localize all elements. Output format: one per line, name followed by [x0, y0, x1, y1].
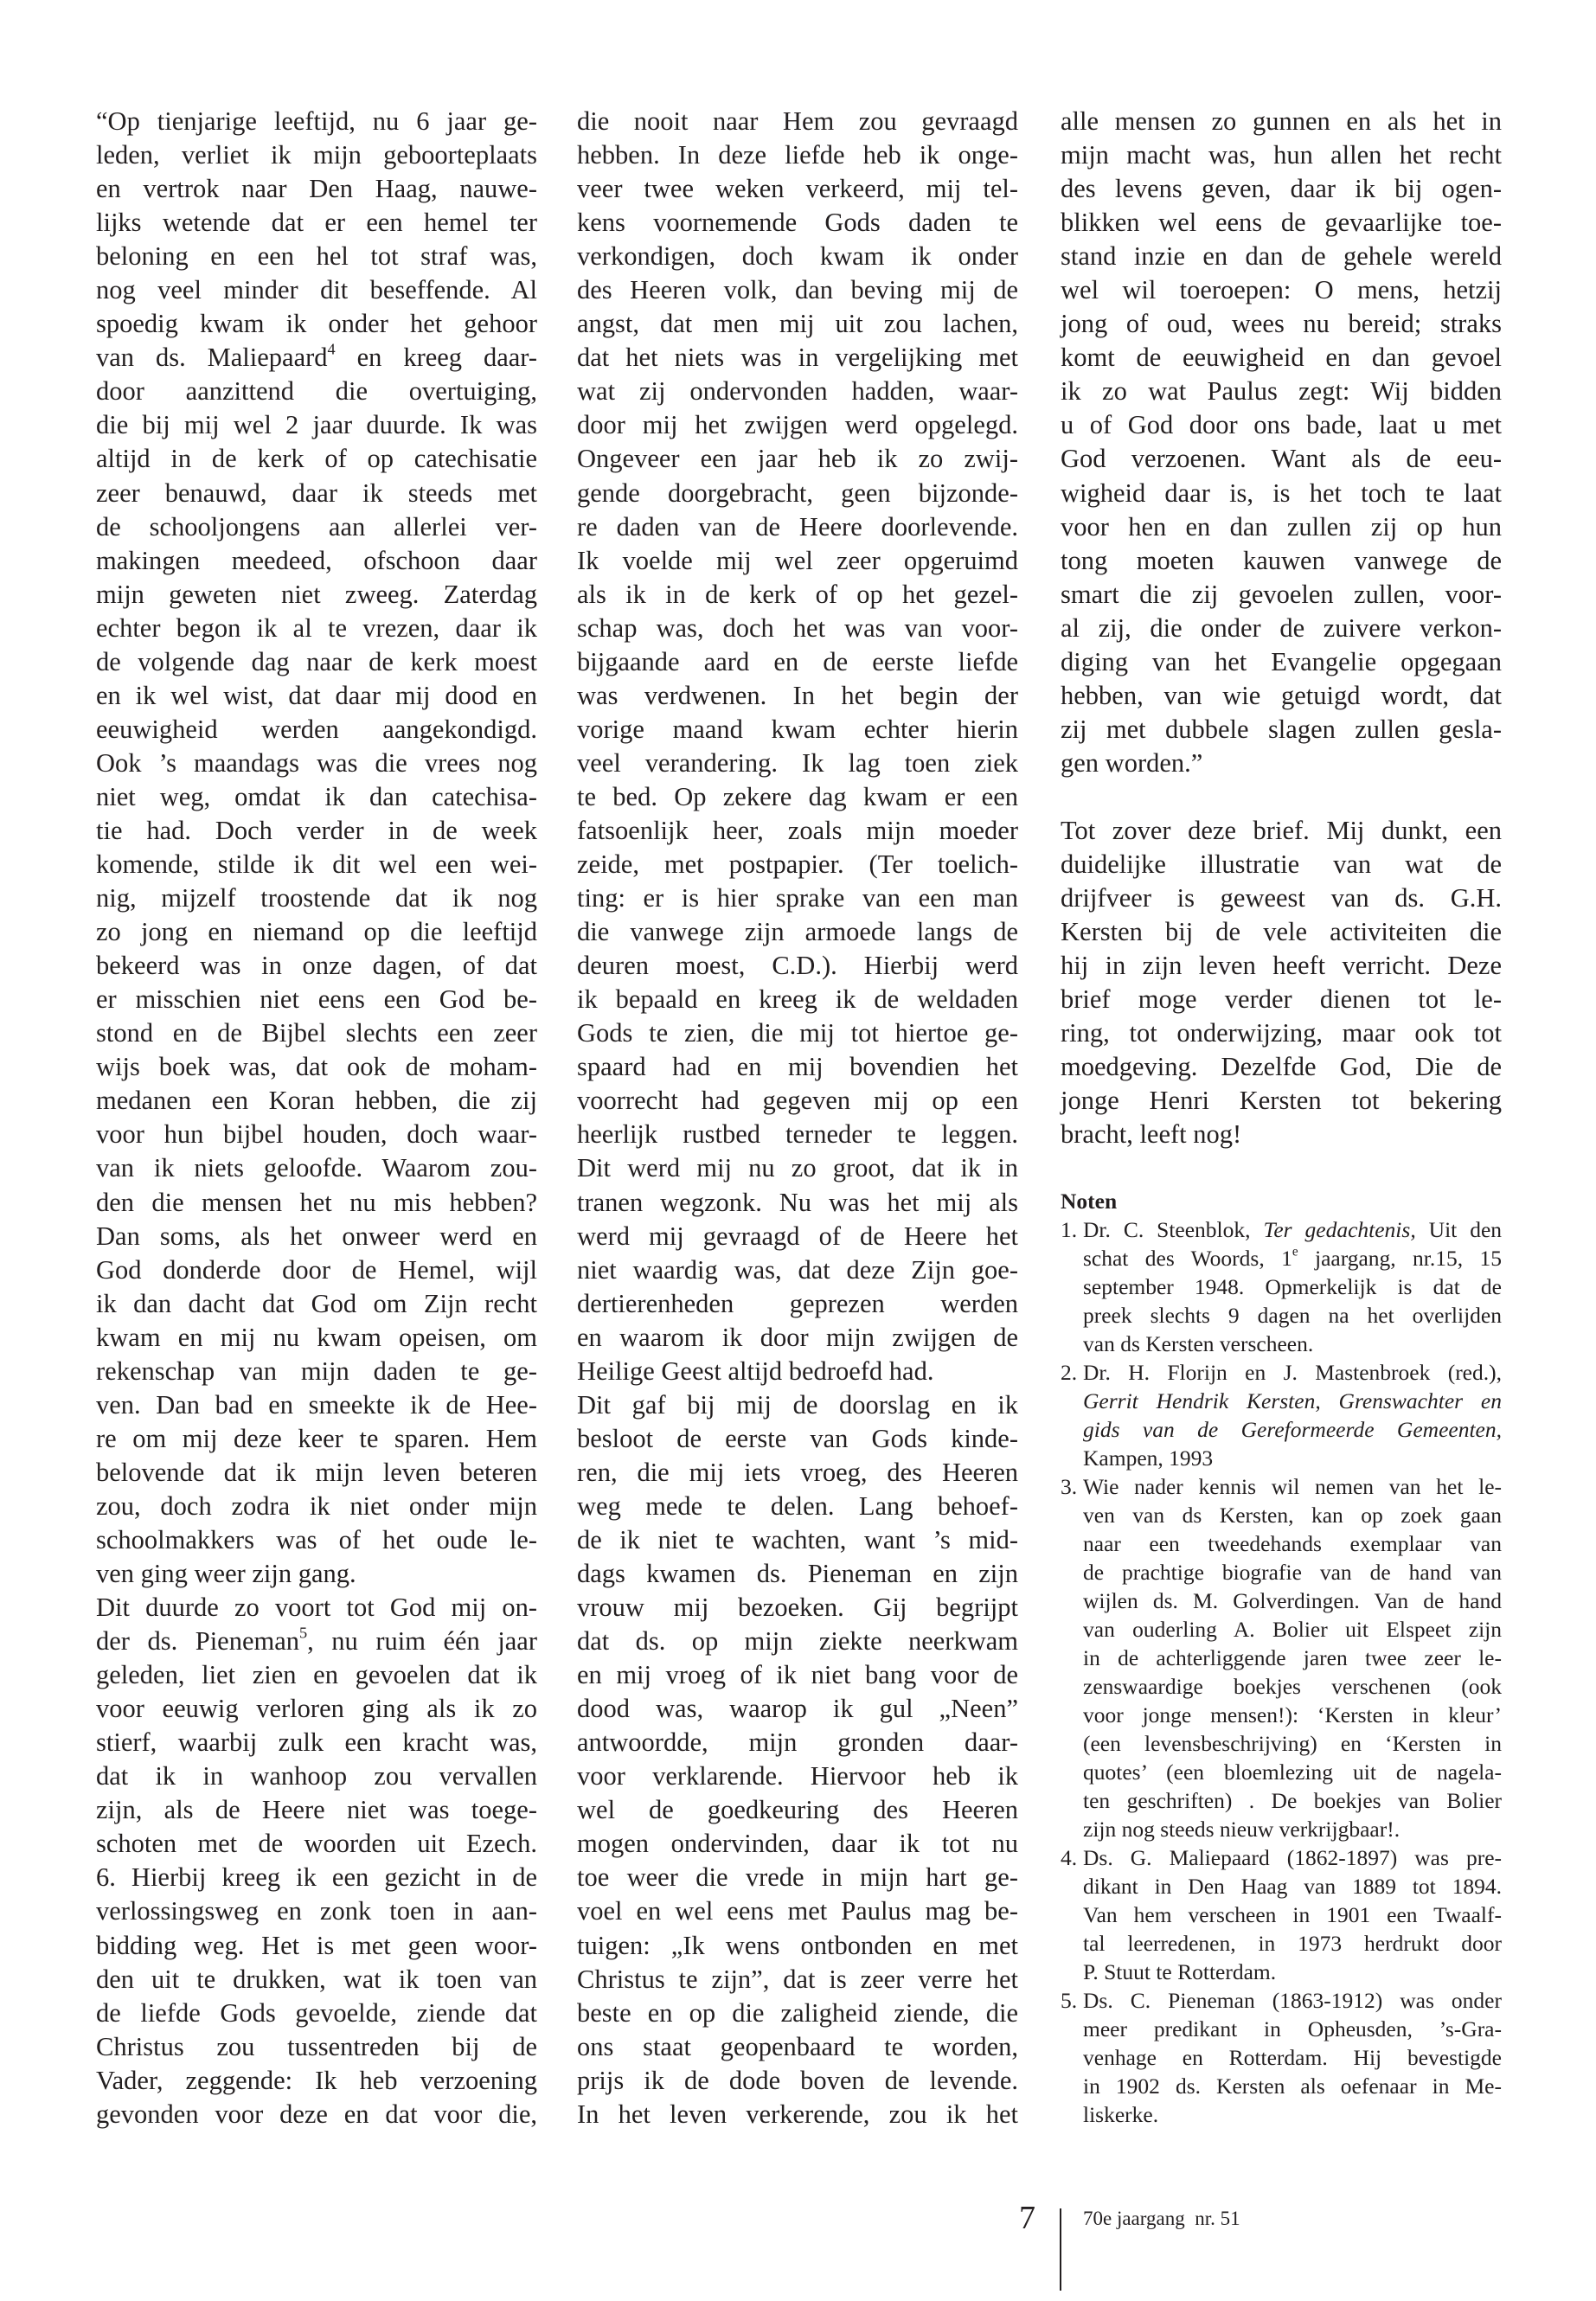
text-line: bracht, leeft nog! [1061, 1119, 1242, 1150]
text-line: God verzoenen. Want als de eeu- [1061, 444, 1502, 474]
text-segment: , nu ruim één jaar [307, 1626, 537, 1657]
text-line: bijgaande aard en de eerste liefde [577, 646, 1018, 676]
italic-text: Ter gedachtenis, [1263, 1217, 1416, 1242]
text-line: prijs ik de dode boven de levende. [577, 2065, 1018, 2095]
text-segment: jaargang, nr.15, 15 [1298, 1246, 1502, 1271]
text-line: in 1902 ds. Kersten als oefenaar in Me- [1083, 2073, 1502, 2099]
text-line: dertierenheden geprezen werden [577, 1288, 1018, 1318]
text-line: (een levensbeschrijving) en ‘Kersten in [1083, 1731, 1502, 1756]
text-line: de volgende dag naar de kerk moest [96, 646, 537, 676]
text-line: Dit werd mij nu zo groot, dat ik in [577, 1153, 1018, 1183]
text-line [1061, 780, 1502, 814]
text-line: bekeerd was in onze dagen, of dat [96, 951, 537, 981]
text-line: besloot de eerste van Gods kinde- [577, 1423, 1018, 1453]
text-line: Heilige Geest altijd bedroefd had. [577, 1356, 934, 1386]
text-line: Dit gaf bij mij de doorslag en ik [577, 1389, 1018, 1420]
text-line: God donderde door de Hemel, wijl [96, 1254, 537, 1285]
text-line: beste en op die zaligheid ziende, die [577, 1997, 1018, 2028]
text-line: naar een tweedehands exemplaar van [1083, 1531, 1502, 1556]
text-line: verlossingsweg en zonk toen in aan- [96, 1896, 537, 1926]
text-line: Vader, zeggende: Ik heb verzoening [96, 2065, 537, 2095]
text-line: wigheid daar is, is het toch te laat [1061, 478, 1502, 508]
text-line: Kersten bij de vele activiteiten die [1061, 917, 1502, 947]
text-line: schoten met de woorden uit Ezech. [96, 1829, 537, 1859]
text-line: lijks wetende dat er een hemel ter [96, 208, 537, 238]
text-line: bidding weg. Het is met geen woor- [96, 1930, 537, 1960]
text-line [1083, 1387, 1502, 1415]
text-line: den die mensen het nu mis hebben? [96, 1187, 537, 1217]
text-line: des levens geven, daar ik bij ogen- [1061, 174, 1502, 204]
footnotes-title: Noten [1061, 1189, 1118, 1214]
text-line: zeide, met postpapier. (Ter toelich- [577, 849, 1018, 880]
text-line: Tot zover deze brief. Mij dunkt, een [1061, 815, 1502, 845]
text-line: mogen ondervinden, daar ik tot nu [577, 1829, 1018, 1859]
text-line: drijfveer is geweest van ds. G.H. [1061, 883, 1502, 913]
text-line: Kampen, 1993 [1083, 1445, 1214, 1471]
text-line: niet weg, omdat ik dan catechisa- [96, 781, 537, 811]
text-line: ik zo wat Paulus zegt: Wij bidden [1061, 376, 1502, 407]
text-line: ven ging weer zijn gang. [96, 1559, 356, 1589]
footnote-item [1061, 1986, 1502, 2129]
footnote-item [1061, 1215, 1502, 1358]
text-line: tong moeten kauwen vanwege de [1061, 545, 1502, 575]
text-line: wel wil toeroepen: O mens, hetzij [1061, 275, 1502, 305]
text-segment: Dr. C. Steenblok, [1083, 1217, 1264, 1242]
text-line: hij in zijn leven heeft verricht. Deze [1061, 951, 1502, 981]
text-line [96, 1625, 537, 1658]
text-line: zijn nog steeds nieuw verkrijgbaar!. [1083, 1817, 1401, 1842]
text-line: diging van het Evangelie opgegaan [1061, 646, 1502, 676]
footnote-ref: 5 [299, 1624, 308, 1642]
text-line: re daden van de Heere doorlevende. [577, 511, 1018, 542]
text-line: dat ik in wanhoop zou vervallen [96, 1761, 537, 1791]
italic-text: Gerrit Hendrik Kersten, Grenswachter en [1083, 1388, 1502, 1413]
text-line: voorrecht had gegeven mij op een [577, 1086, 1018, 1116]
footnote-ref: e [1292, 1244, 1298, 1259]
footnote-number: 2. [1061, 1360, 1078, 1385]
text-line: “Op tienjarige leeftijd, nu 6 jaar ge- [96, 106, 537, 136]
text-line: zo jong en niemand op die leeftijd [96, 917, 537, 947]
text-line: Gods te zien, die mij tot hiertoe ge- [577, 1018, 1018, 1048]
text-line: beloning en een hel tot straf was, [96, 241, 537, 272]
footnote-item [1061, 1472, 1502, 1843]
text-line: liskerke. [1083, 2102, 1159, 2127]
text-line: wijs boek was, dat ook de moham- [96, 1052, 537, 1082]
text-line: medanen een Koran hebben, die zij [96, 1086, 537, 1116]
text-line: mijn macht was, hun allen het recht [1061, 140, 1502, 170]
text-line: preek slechts 9 dagen na het overlijden [1083, 1303, 1502, 1328]
text-line: niet waardig was, dat deze Zijn goe- [577, 1254, 1018, 1285]
text-line: gen worden.” [1061, 747, 1203, 778]
text-line: Ds. G. Maliepaard (1862-1897) was pre- [1083, 1845, 1502, 1870]
text-line: spoedig kwam ik onder het gehoor [96, 309, 537, 339]
text-line: spaard had en mij bovendien het [577, 1052, 1018, 1082]
text-line: er misschien niet eens een God be- [96, 984, 537, 1015]
text-line: P. Stuut te Rotterdam. [1083, 1959, 1277, 1984]
text-line: in de achterliggende jaren twee zeer le- [1083, 1645, 1502, 1670]
text-line: zenswaardige boekjes verschenen (ook [1083, 1674, 1502, 1699]
text-line: ring, tot onderwijzing, maar ook tot [1061, 1018, 1502, 1048]
text-segment: en kreeg daar- [335, 343, 538, 373]
text-line: belovende dat ik mijn leven beteren [96, 1457, 537, 1487]
text-line: was verdwenen. In het begin der [577, 680, 1018, 710]
text-line: de prachtige biografie van de hand van [1083, 1560, 1502, 1585]
text-line [96, 341, 537, 375]
text-line [1083, 1215, 1502, 1244]
text-line: en waarom ik door mijn zwijgen de [577, 1322, 1018, 1352]
text-line: moedgeving. Dezelfde God, Die de [1061, 1052, 1502, 1082]
text-line: door aanzittend die overtuiging, [96, 376, 537, 407]
text-line: al zij, die onder de zuivere verkon- [1061, 612, 1502, 643]
text-line: In het leven verkerende, zou ik het [577, 2099, 1018, 2129]
text-line: ik dan dacht dat God om Zijn recht [96, 1288, 537, 1318]
text-line: fatsoenlijk heer, zoals mijn moeder [577, 815, 1018, 845]
page-number: 7 [1019, 2200, 1035, 2236]
text-line: quotes’ (een bloemlezing uit de nagela- [1083, 1759, 1502, 1785]
text-line: ten geschriften) . De boekjes van Bolier [1083, 1788, 1502, 1813]
text-line: Dit duurde zo voort tot God mij on- [96, 1593, 537, 1623]
text-line: wijlen ds. M. Golverdingen. Van de hand [1083, 1588, 1502, 1613]
text-line: Christus zou tussentreden bij de [96, 2031, 537, 2061]
text-line: voor eeuwig verloren ging als ik zo [96, 1694, 537, 1724]
text-line: dags kwamen ds. Pieneman en zijn [577, 1559, 1018, 1589]
text-line: zou, doch zodra ik niet onder mijn [96, 1490, 537, 1521]
text-line: makingen meedeed, ofschoon daar [96, 545, 537, 575]
text-line: Van hem verscheen in 1901 een Twaalf- [1083, 1902, 1502, 1927]
text-line: re om mij deze keer te sparen. Hem [96, 1423, 537, 1453]
text-line: Christus te zijn”, dat is zeer verre het [577, 1964, 1018, 1994]
footnote-number: 1. [1061, 1217, 1078, 1242]
text-line: nig, mijzelf troostende dat ik nog [96, 883, 537, 913]
article-column-1 [96, 105, 537, 2131]
text-line: u of God door ons bade, laat u met [1061, 410, 1502, 440]
text-line: weg mede te delen. Lang behoef- [577, 1490, 1018, 1521]
text-line: komende, stilde ik dit wel een wei- [96, 849, 537, 880]
text-line: kwam en mij nu kwam opeisen, om [96, 1322, 537, 1352]
text-line: komt de eeuwigheid en dan gevoel [1061, 343, 1502, 373]
article-column-2 [577, 105, 1018, 2131]
text-line: schoolmakkers was of het oude le- [96, 1524, 537, 1554]
text-line: schap was, doch het was van voor- [577, 612, 1018, 643]
footnote-ref: 4 [327, 340, 336, 358]
text-line: mijn geweten niet zweeg. Zaterdag [96, 579, 537, 609]
text-line: brief moge verder dienen tot le- [1061, 984, 1502, 1015]
text-line: de liefde Gods gevoelde, ziende dat [96, 1997, 537, 2028]
text-line: den uit te drukken, wat ik toen van [96, 1964, 537, 1994]
text-line: en ik wel wist, dat daar mij dood en [96, 680, 537, 710]
text-line [1083, 1415, 1502, 1444]
text-line: Dan soms, als het onweer werd en [96, 1221, 537, 1251]
text-line: duidelijke illustratie van wat de [1061, 849, 1502, 880]
footer-divider [1060, 2208, 1061, 2291]
text-line: Wie nader kennis wil nemen van het le- [1083, 1474, 1502, 1499]
text-line: die nooit naar Hem zou gevraagd [577, 106, 1018, 136]
text-line: als ik in de kerk of op het gezel- [577, 579, 1018, 609]
text-line: de ik niet te wachten, want ’s mid- [577, 1524, 1018, 1554]
text-line: venhage en Rotterdam. Hij bevestigde [1083, 2045, 1502, 2070]
footnote-number: 3. [1061, 1474, 1078, 1499]
text-line: des Heeren volk, dan beving mij de [577, 275, 1018, 305]
text-line: verkondigen, doch kwam ik onder [577, 241, 1018, 272]
text-line: van ik niets geloofde. Waarom zou- [96, 1153, 537, 1183]
text-line: tuigen: „Ik wens ontbonden en met [577, 1930, 1018, 1960]
text-line: veer twee weken verkeerd, mij tel- [577, 174, 1018, 204]
text-line: dat het niets was in vergelijking met [577, 343, 1018, 373]
text-line: Ds. C. Pieneman (1863-1912) was onder [1083, 1988, 1502, 2013]
text-line: rekenschap van mijn daden te ge- [96, 1356, 537, 1386]
text-line: meer predikant in Opheusden, ’s-Gra- [1083, 2016, 1502, 2041]
text-line: eeuwigheid werden aangekondigd. [96, 714, 537, 744]
text-line: die vanwege zijn armoede langs de [577, 917, 1018, 947]
text-line: gevonden voor deze en dat voor die, [96, 2099, 537, 2129]
text-line: tie had. Doch verder in de week [96, 815, 537, 845]
issue-label: 70e jaargang nr. 51 [1083, 2208, 1240, 2229]
text-line: de schooljongens aan allerlei ver- [96, 511, 537, 542]
footnote-number: 5. [1061, 1988, 1078, 2013]
text-line: antwoordde, mijn gronden daar- [577, 1727, 1018, 1758]
text-line [1083, 1244, 1502, 1272]
text-line: hebben, van wie getuigd wordt, dat [1061, 680, 1502, 710]
text-line: door mij het zwijgen werd opgelegd. [577, 410, 1018, 440]
text-line: vorige maand kwam echter hierin [577, 714, 1018, 744]
text-segment: Uit den [1415, 1217, 1503, 1242]
text-line: dood was, waarop ik gul „Neen” [577, 1694, 1018, 1724]
text-line: 6. Hierbij kreeg ik een gezicht in de [96, 1862, 537, 1893]
article-column-3 [1061, 105, 1502, 1151]
text-line: dat ds. op mijn ziekte neerkwam [577, 1626, 1018, 1657]
text-line: leden, verliet ik mijn geboorteplaats [96, 140, 537, 170]
text-line: Ongeveer een jaar heb ik zo zwij- [577, 444, 1018, 474]
text-line: stand inzie en dan de gehele wereld [1061, 241, 1502, 272]
text-line: werd mij gevraagd of de Heere het [577, 1221, 1018, 1251]
footnotes [1061, 1187, 1502, 2129]
text-line: altijd in de kerk of op catechisatie [96, 444, 537, 474]
text-line: Ik voelde mij wel zeer opgeruimd [577, 545, 1018, 575]
text-line: van ds Kersten verscheen. [1083, 1331, 1314, 1356]
text-line: angst, dat men mij uit zou lachen, [577, 309, 1018, 339]
text-line: tranen wegzonk. Nu was het mij als [577, 1187, 1018, 1217]
text-line: stond en de Bijbel slechts een zeer [96, 1018, 537, 1048]
text-line: zij met dubbele slagen zullen gesla- [1061, 714, 1502, 744]
text-line: voel en wel eens met Paulus mag be- [577, 1896, 1018, 1926]
footnote-number: 4. [1061, 1845, 1078, 1870]
text-line: blikken wel eens de gevaarlijke toe- [1061, 208, 1502, 238]
footnote-item [1061, 1843, 1502, 1986]
text-segment: van ds. Maliepaard [96, 343, 328, 373]
text-line: voor hen en dan zullen zij op hun [1061, 511, 1502, 542]
text-line: Ook ’s maandags was die vrees nog [96, 747, 537, 778]
text-line: van ouderling A. Bolier uit Elspeet zijn [1083, 1617, 1502, 1642]
text-line: wat zij ondervonden hadden, waar- [577, 376, 1018, 407]
text-line: tal leerredenen, in 1973 herdrukt door [1083, 1931, 1502, 1956]
text-line: jonge Henri Kersten tot bekering [1061, 1086, 1502, 1116]
text-line: smart die zij gevoelen zullen, voor- [1061, 579, 1502, 609]
text-line: die bij mij wel 2 jaar duurde. Ik was [96, 410, 537, 440]
text-line: en mij vroeg of ik niet bang voor de [577, 1660, 1018, 1690]
text-line: vrouw mij bezoeken. Gij begrijpt [577, 1593, 1018, 1623]
text-line: heerlijk rustbed terneder te leggen. [577, 1119, 1018, 1150]
text-line: jong of oud, wees nu bereid; straks [1061, 309, 1502, 339]
footnotes-list [1061, 1215, 1502, 2129]
text-line: kens voornemende Gods daden te [577, 208, 1018, 238]
text-line: en vertrok naar Den Haag, nauwe- [96, 174, 537, 204]
text-line: Dr. H. Florijn en J. Mastenbroek (red.), [1083, 1360, 1502, 1385]
text-line: voor hun bijbel houden, doch waar- [96, 1119, 537, 1150]
text-line: echter begon ik al te vrezen, daar ik [96, 612, 537, 643]
text-line: deuren moest, C.D.). Hierbij werd [577, 951, 1018, 981]
text-line: ren, die mij iets vroeg, des Heeren [577, 1457, 1018, 1487]
text-segment: der ds. Pieneman [96, 1626, 300, 1657]
text-line: ting: er is hier sprake van een man [577, 883, 1018, 913]
text-line: september 1948. Opmerkelijk is dat de [1083, 1274, 1502, 1299]
text-line: ven van ds Kersten, kan op zoek gaan [1083, 1503, 1502, 1528]
text-line: stierf, waarbij zulk een kracht was, [96, 1727, 537, 1758]
text-line: dikant in Den Haag van 1889 tot 1894. [1083, 1874, 1502, 1899]
text-line: hebben. In deze liefde heb ik onge- [577, 140, 1018, 170]
text-line: geleden, liet zien en gevoelen dat ik [96, 1660, 537, 1690]
text-line: zeer benauwd, daar ik steeds met [96, 478, 537, 508]
text-line: ik bepaald en kreeg ik de weldaden [577, 984, 1018, 1015]
text-line: veel verandering. Ik lag toen ziek [577, 747, 1018, 778]
text-line: toe weer die vrede in mijn hart ge- [577, 1862, 1018, 1893]
footnote-item [1061, 1358, 1502, 1472]
text-line: alle mensen zo gunnen en als het in [1061, 106, 1502, 136]
text-line: voor jonge mensen!): ‘Kersten in kleur’ [1083, 1702, 1502, 1727]
text-line: wel de goedkeuring des Heeren [577, 1795, 1018, 1825]
text-segment: schat des Woords, 1 [1083, 1246, 1292, 1271]
text-line: nog veel minder dit beseffende. Al [96, 275, 537, 305]
text-line: voor verklarende. Hiervoor heb ik [577, 1761, 1018, 1791]
text-line: te bed. Op zekere dag kwam er een [577, 781, 1018, 811]
text-line: zijn, als de Heere niet was toege- [96, 1795, 537, 1825]
text-line: ons staat geopenbaard te worden, [577, 2031, 1018, 2061]
italic-text: gids van de Gereformeerde Gemeenten, [1083, 1417, 1502, 1442]
text-line: ven. Dan bad en smeekte ik de Hee- [96, 1389, 537, 1420]
text-line: gende doorgebracht, geen bijzonde- [577, 478, 1018, 508]
